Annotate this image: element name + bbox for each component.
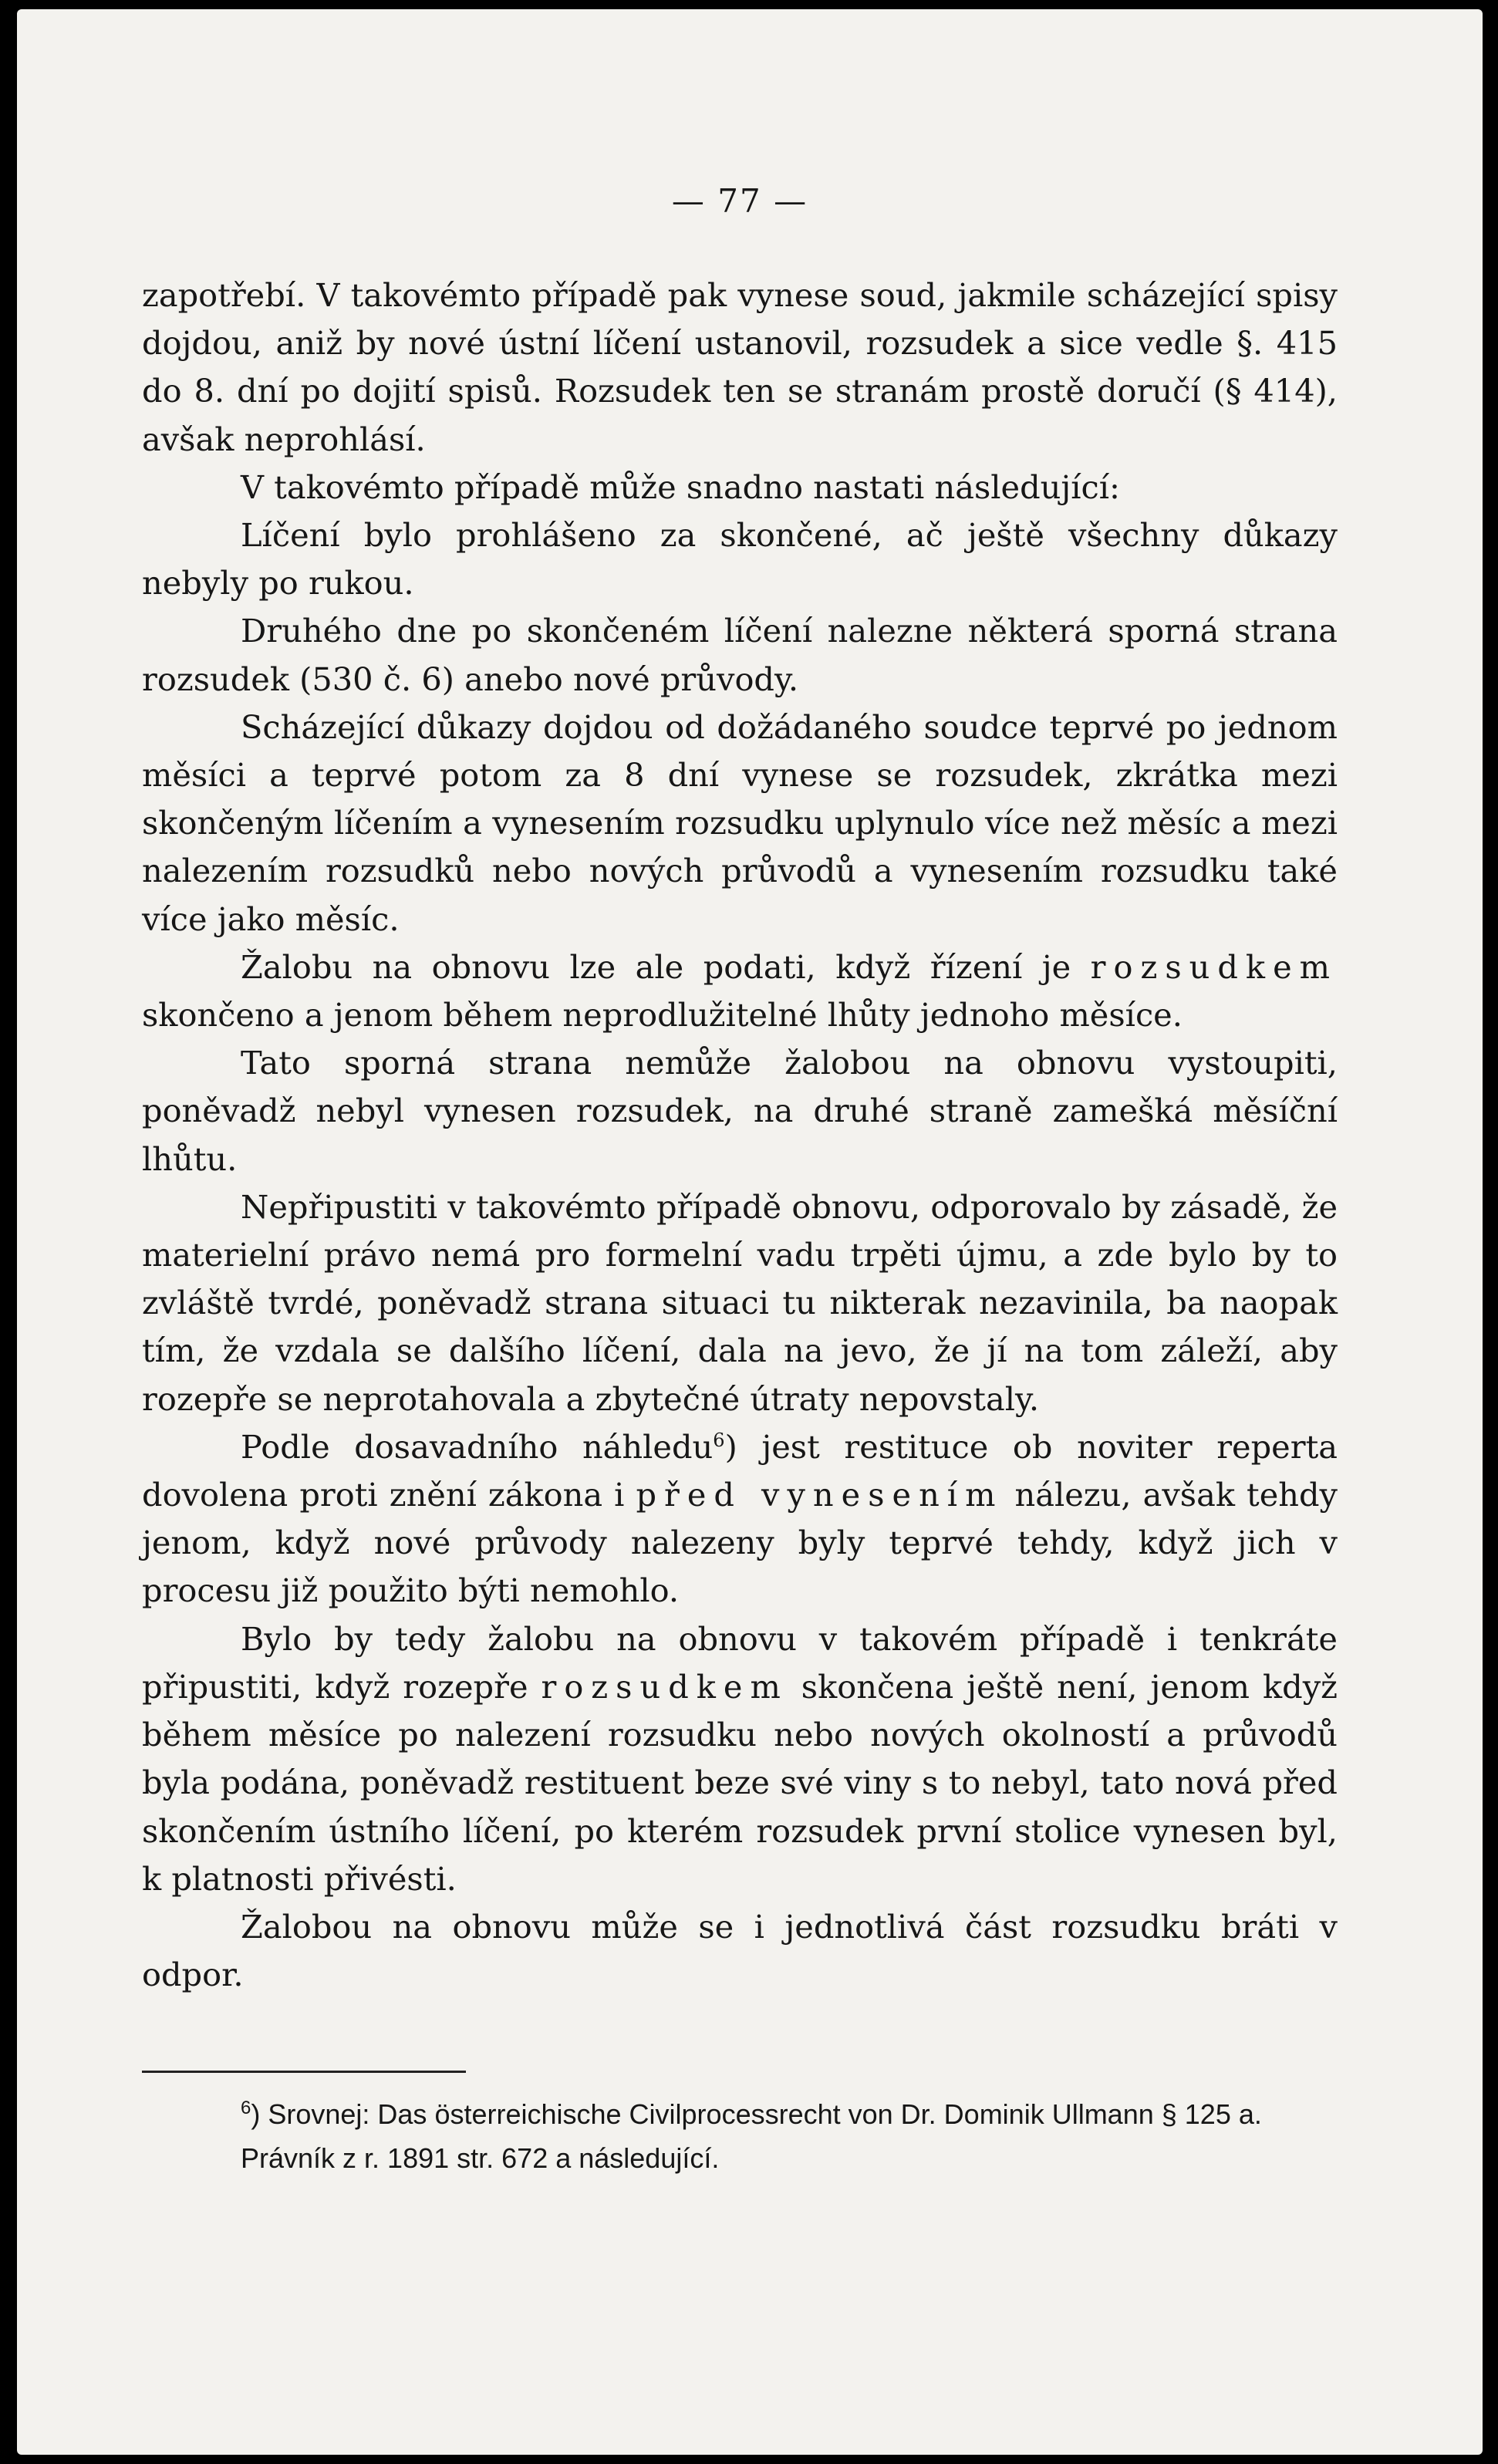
paragraph-11: Žalobou na obnovu může se i jednotlivá část rozsudku bráti v odpor.	[142, 1907, 1338, 1994]
paragraph-1: zapotřebí. V takovémto případě pak vynese soud, jakmile scházející spisy dojdou, aniž by nové ústní líčení ustanovil, rozsudek a sice vedle §. 415 do 8. dní po dojití spisů. Rozsudek ten se stranám prostě doručí (§ 414), avšak neprohlásí.	[142, 276, 1338, 458]
paragraph-6-spaced-text: rozsudkem	[1090, 947, 1338, 986]
paragraph-9-spaced-text: před vynesením	[636, 1476, 1004, 1514]
paragraph-7: Tato sporná strana nemůže žalobou na obnovu vystoupiti, poněvadž nebyl vynesen rozsudek, na druhé straně zamešká měsíční lhůtu.	[142, 1044, 1338, 1178]
paragraph-6-text-before: Žalobu na obnovu lze ale podati, když řízení je	[241, 947, 1091, 986]
paragraph-6-text-after: skončeno a jenom během neprodlužitelné lhůty jednoho měsíce.	[142, 996, 1183, 1035]
paragraph-10	[142, 1615, 1338, 1903]
paragraph-4: Druhého dne po skončeném líčení nalezne některá sporná strana rozsudek (530 č. 6) anebo nové průvody.	[142, 612, 1338, 698]
paragraph-9-text-before: Podle dosavadního náhledu	[241, 1427, 714, 1466]
scanned-page	[17, 9, 1483, 2455]
footnote-reference: 6	[713, 1429, 725, 1452]
paragraph-10-spaced-text: rozsudkem	[541, 1667, 788, 1706]
footnote-1-text: ) Srovnej: Das österreichische Civilprocessrecht von Dr. Dominik Ullmann § 125 a.	[251, 2098, 1262, 2130]
paragraph-10-text-after: skončena ještě není, jenom když během měsíce po nalezení rozsudku nebo nových okolností a průvodů byla podána, poněvadž restituent beze své viny s to nebyl, tato nová před skončením ústního líčení, po kterém rozsudek první stolice vynesen byl, k platnosti přivésti.	[142, 1667, 1338, 1898]
paragraph-10-text-before: Bylo by tedy žalobu na obnovu v takovém případě i tenkráte připustiti, když rozepře	[142, 1619, 1338, 1706]
footnote-1	[142, 2092, 1338, 2136]
footnote-marker: 6	[241, 2098, 251, 2118]
paragraph-6	[142, 943, 1338, 1039]
footnote-divider	[142, 2071, 466, 2073]
footnote-2: Právník z r. 1891 str. 672 a následující.	[241, 2142, 720, 2174]
paragraph-9-text-middle: ) jest restituce ob noviter reperta dovolena proti znění zákona i	[142, 1427, 1338, 1514]
body-text	[142, 272, 1338, 1999]
paragraph-3: Líčení bylo prohlášeno za skončené, ač ještě všechny důkazy nebyly po rukou.	[142, 516, 1338, 602]
paragraph-5: Scházející důkazy dojdou od dožádaného soudce teprvé po jednom měsíci a teprvé potom za 8 dní vynese se rozsudek, zkrátka mezi skončeným líčením a vynesením rozsudku uplynulo více než měsíc a mezi nalezením rozsudků nebo nových průvodů a vynesením rozsudku také více jako měsíc.	[142, 707, 1338, 938]
paragraph-8: Nepřipustiti v takovémto případě obnovu, odporovalo by zásadě, že materielní právo nemá pro formelní vadu trpěti újmu, a zde bylo by to zvláště tvrdé, poněvadž strana situaci tu nikterak nezavinila, ba naopak tím, že vzdala se dalšího líčení, dala na jevo, že jí na tom záleží, aby rozepře se neprotahovala a zbytečné útraty nepovstaly.	[142, 1187, 1338, 1418]
page-number: — 77 —	[671, 182, 808, 220]
paragraph-9-text-after: nálezu, avšak tehdy jenom, když nové průvody nalezeny byly teprvé tehdy, když jich v procesu již použito býti nemohlo.	[142, 1476, 1338, 1610]
paragraph-2: V takovémto případě může snadno nastati následující:	[241, 467, 1121, 506]
paragraph-9	[142, 1423, 1338, 1615]
footnotes	[142, 2092, 1338, 2180]
